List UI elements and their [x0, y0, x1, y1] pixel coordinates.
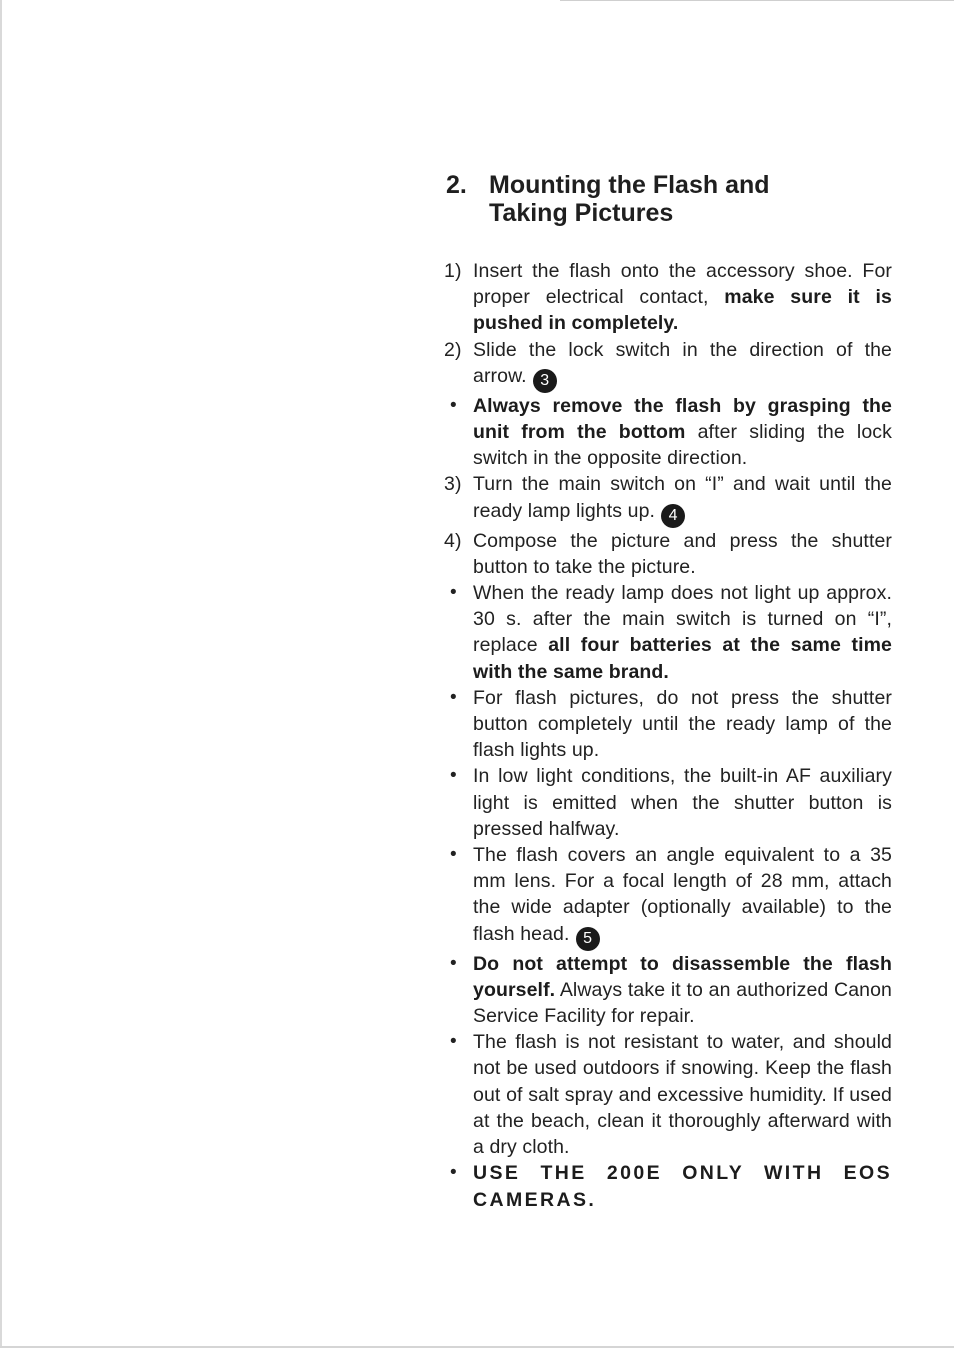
- emphasis-text: make sure it is pushed in completely.: [473, 286, 892, 335]
- emphasis-text: Always remove the flash by grasping the unit from the bottom: [473, 394, 892, 444]
- body-text: Compose the picture and press the shutter button to take the picture.: [473, 529, 892, 578]
- bullet-item: [440, 951, 892, 1030]
- numbered-step: [440, 337, 892, 393]
- body-text: Insert the flash onto the accessory shoe. For proper electrical contact,: [473, 260, 892, 309]
- bullet-item: [440, 393, 892, 472]
- emphasis-text: USE THE 200E ONLY WITH EOS CAMERAS.: [473, 1162, 892, 1211]
- emphasis-text: all four batteries at the same time with the same brand.: [473, 634, 892, 683]
- body-text: Slide the lock switch in the direction of the arrow.: [473, 338, 892, 387]
- emphasis-text: Do not attempt to disassemble the flash yourself.: [473, 952, 892, 1001]
- step-number: 1): [444, 260, 462, 282]
- bullet-marker: •: [450, 394, 457, 416]
- figure-reference-badge: 4: [661, 504, 685, 528]
- body-text: The flash covers an angle equivalent to a 35 mm lens. For a focal length of 28 mm, attach the wide adapter (optionally available) to the flash head.: [473, 844, 892, 945]
- body-text: The flash is not resistant to water, and should not be used outdoors if snowing. Keep the flash out of salt spray and excessive humidity. If used at the beach, clean it thoroughly afterward with a dry cloth.: [473, 1031, 892, 1159]
- page-edge-left: [0, 0, 2, 1348]
- numbered-step: [440, 258, 892, 337]
- step-number: 4): [444, 529, 462, 552]
- bullet-marker: •: [450, 582, 457, 604]
- numbered-step: [440, 528, 892, 580]
- bullet-marker: •: [450, 1162, 457, 1184]
- bullet-item: [440, 842, 892, 951]
- bullet-marker: •: [450, 686, 457, 708]
- section-heading: [446, 171, 886, 227]
- figure-reference-badge: 5: [576, 927, 600, 951]
- bullet-item: [440, 685, 892, 764]
- body-text: after sliding the lock switch in the opposite direction.: [473, 421, 892, 470]
- bullet-item: [440, 580, 892, 685]
- page-edge-top: [560, 0, 954, 1]
- bullet-item: [440, 1160, 892, 1212]
- body-text: Always take it to an authorized Canon Service Facility for repair.: [473, 978, 892, 1028]
- bullet-marker: •: [450, 952, 457, 974]
- body-text: When the ready lamp does not light up approx. 30 s. after the main switch is turned on “I”, replace: [473, 582, 892, 657]
- body-text: Turn the main switch on “I” and wait until the ready lamp lights up.: [473, 473, 892, 522]
- step-number: 3): [444, 473, 462, 496]
- body-text: In low light conditions, the built-in AF auxiliary light is emitted when the shutter button is pressed halfway.: [473, 765, 892, 840]
- bullet-marker: •: [450, 1031, 457, 1053]
- figure-reference-badge: 3: [533, 369, 557, 393]
- instructions-list: [440, 258, 892, 1213]
- section-title: Mounting the Flash and Taking Pictures: [489, 171, 770, 227]
- bullet-item: [440, 763, 892, 842]
- body-text: For flash pictures, do not press the shutter button completely until the ready lamp of the flash lights up.: [473, 686, 892, 762]
- numbered-step: [440, 471, 892, 527]
- bullet-marker: •: [450, 765, 457, 787]
- section-number: 2.: [446, 171, 467, 199]
- bullet-marker: •: [450, 844, 457, 866]
- bullet-item: [440, 1029, 892, 1160]
- step-number: 2): [444, 338, 462, 361]
